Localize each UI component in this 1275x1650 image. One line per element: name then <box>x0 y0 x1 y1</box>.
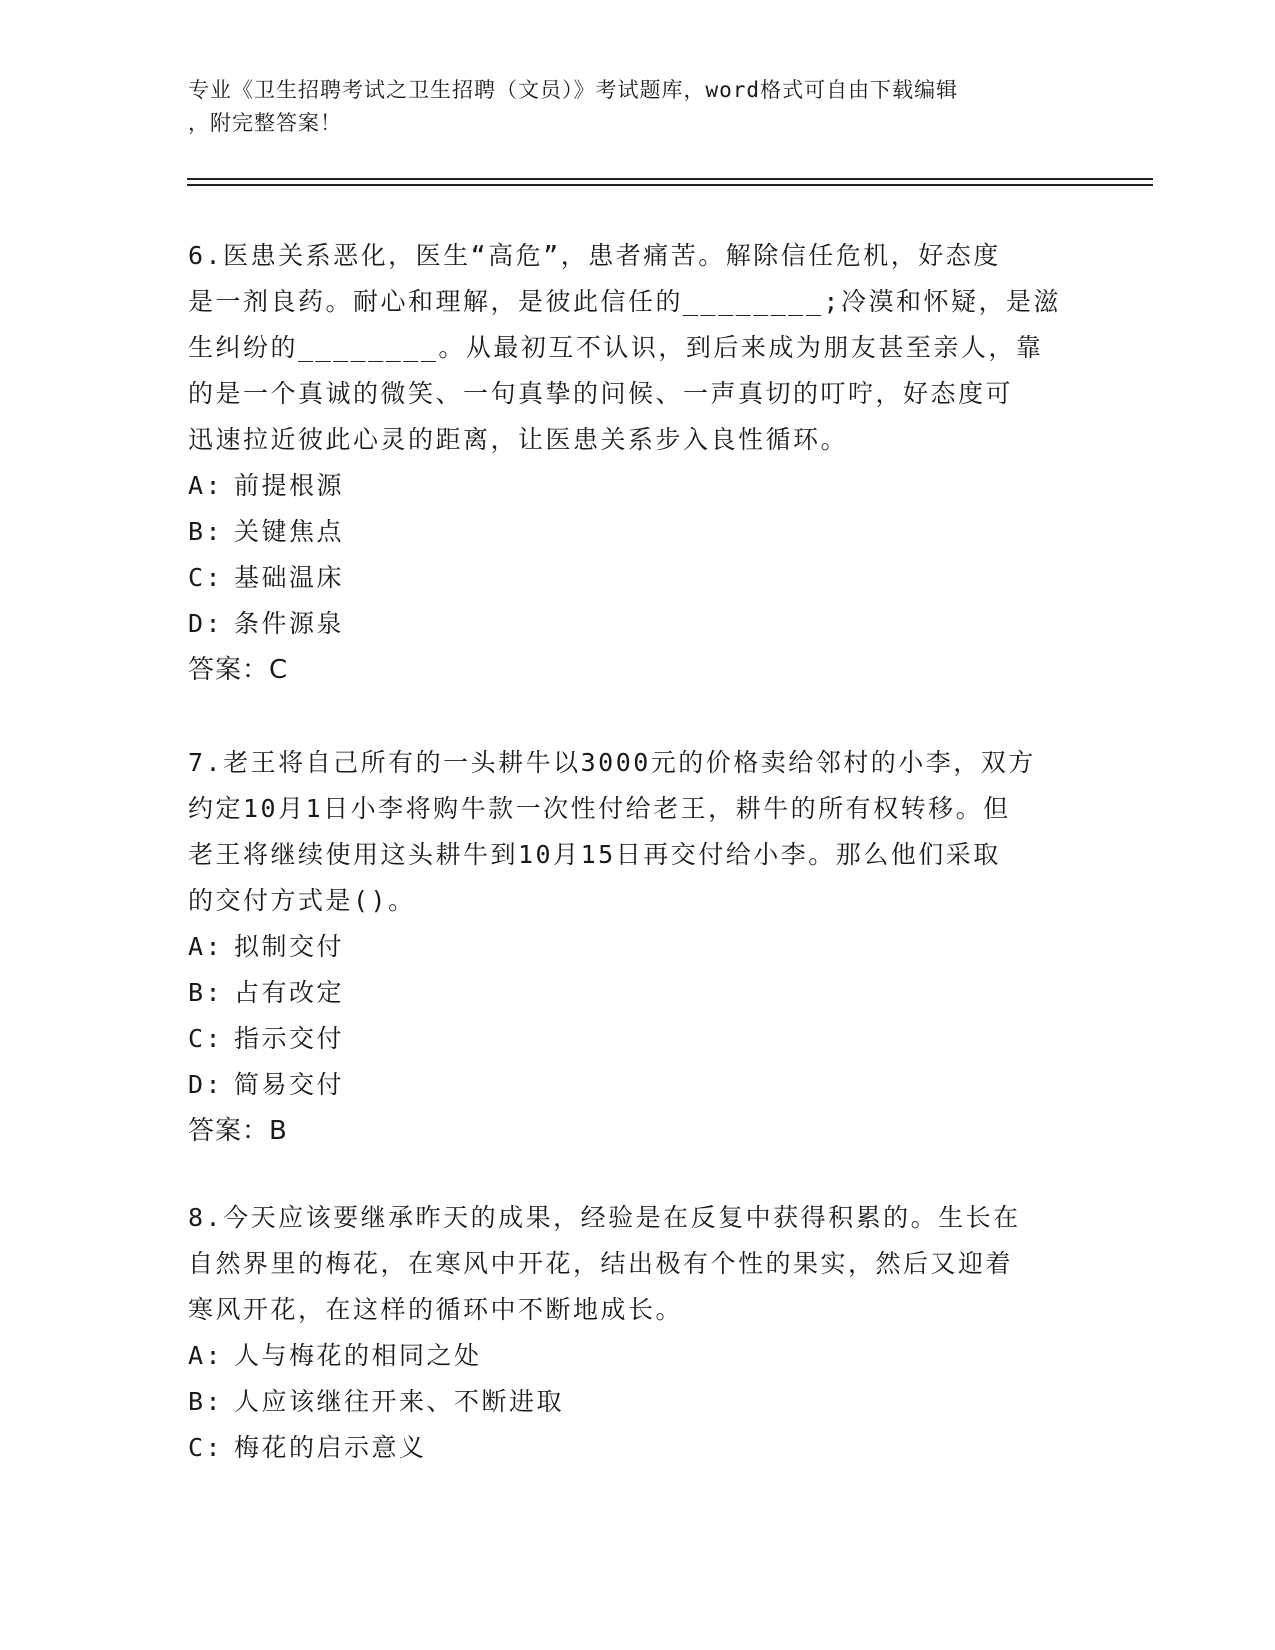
question-stem <box>188 233 1088 463</box>
option-b <box>188 509 1088 555</box>
option-key: D: <box>188 1070 224 1099</box>
option-c <box>188 1425 1088 1471</box>
option-key: A: <box>188 471 224 500</box>
option-b <box>188 1379 1088 1425</box>
option-text: 占有改定 <box>234 978 345 1007</box>
option-text: 简易交付 <box>234 1070 345 1099</box>
question-8 <box>188 1195 1088 1471</box>
stem-line: 老王将继续使用这头耕牛到10月15日再交付给小李。那么他们采取 <box>188 840 1001 869</box>
option-d <box>188 601 1088 647</box>
answer: 答案：B <box>188 1116 288 1146</box>
option-text: 条件源泉 <box>234 609 345 638</box>
option-c <box>188 1016 1088 1062</box>
option-key: B: <box>188 1387 224 1416</box>
option-text: 前提根源 <box>234 471 345 500</box>
stem-line: 寒风开花，在这样的循环中不断地成长。 <box>188 1295 684 1324</box>
option-key: B: <box>188 517 224 546</box>
stem-line: 约定10月1日小李将购牛款一次性付给老王，耕牛的所有权转移。但 <box>188 794 1011 823</box>
header-line-1: 专业《卫生招聘考试之卫生招聘（文员）》考试题库，word格式可自由下载编辑 <box>188 78 959 102</box>
answer: 答案：C <box>188 655 289 685</box>
stem-line: 的交付方式是()。 <box>188 886 416 915</box>
option-b <box>188 970 1088 1016</box>
question-stem <box>188 740 1088 924</box>
option-text: 指示交付 <box>234 1024 345 1053</box>
document-header <box>188 74 1068 140</box>
question-6 <box>188 233 1088 693</box>
option-text: 拟制交付 <box>234 932 345 961</box>
option-c <box>188 555 1088 601</box>
option-key: B: <box>188 978 224 1007</box>
option-key: C: <box>188 1433 224 1462</box>
stem-line: 迅速拉近彼此心灵的距离，让医患关系步入良性循环。 <box>188 425 849 454</box>
option-key: D: <box>188 609 224 638</box>
stem-line: 生纠纷的________。从最初互不认识，到后来成为朋友甚至亲人，靠 <box>188 333 1044 362</box>
option-text: 人应该继往开来、不断进取 <box>234 1387 565 1416</box>
option-key: C: <box>188 563 224 592</box>
option-d <box>188 1062 1088 1108</box>
option-a <box>188 1333 1088 1379</box>
option-text: 梅花的启示意义 <box>234 1433 427 1462</box>
option-text: 关键焦点 <box>234 517 345 546</box>
question-stem <box>188 1195 1088 1333</box>
option-a <box>188 463 1088 509</box>
stem-line: 的是一个真诚的微笑、一句真挚的问候、一声真切的叮咛，好态度可 <box>188 379 1014 408</box>
header-rule-top <box>187 178 1153 180</box>
option-a <box>188 924 1088 970</box>
stem-line: 6.医患关系恶化，医生“高危”，患者痛苦。解除信任危机，好态度 <box>188 241 1001 270</box>
question-7 <box>188 740 1088 1154</box>
option-key: A: <box>188 1341 224 1370</box>
stem-line: 8.今天应该要继承昨天的成果，经验是在反复中获得积累的。生长在 <box>188 1203 1021 1232</box>
header-line-2: ，附完整答案！ <box>188 111 342 135</box>
stem-line: 是一剂良药。耐心和理解，是彼此信任的________;冷漠和怀疑，是滋 <box>188 287 1061 316</box>
option-key: A: <box>188 932 224 961</box>
stem-line: 7.老王将自己所有的一头耕牛以3000元的价格卖给邻村的小李，双方 <box>188 748 1036 777</box>
option-key: C: <box>188 1024 224 1053</box>
stem-line: 自然界里的梅花，在寒风中开花，结出极有个性的果实，然后又迎着 <box>188 1249 1014 1278</box>
option-text: 基础温床 <box>234 563 345 592</box>
option-text: 人与梅花的相同之处 <box>234 1341 482 1370</box>
header-rule-bottom <box>187 184 1153 186</box>
